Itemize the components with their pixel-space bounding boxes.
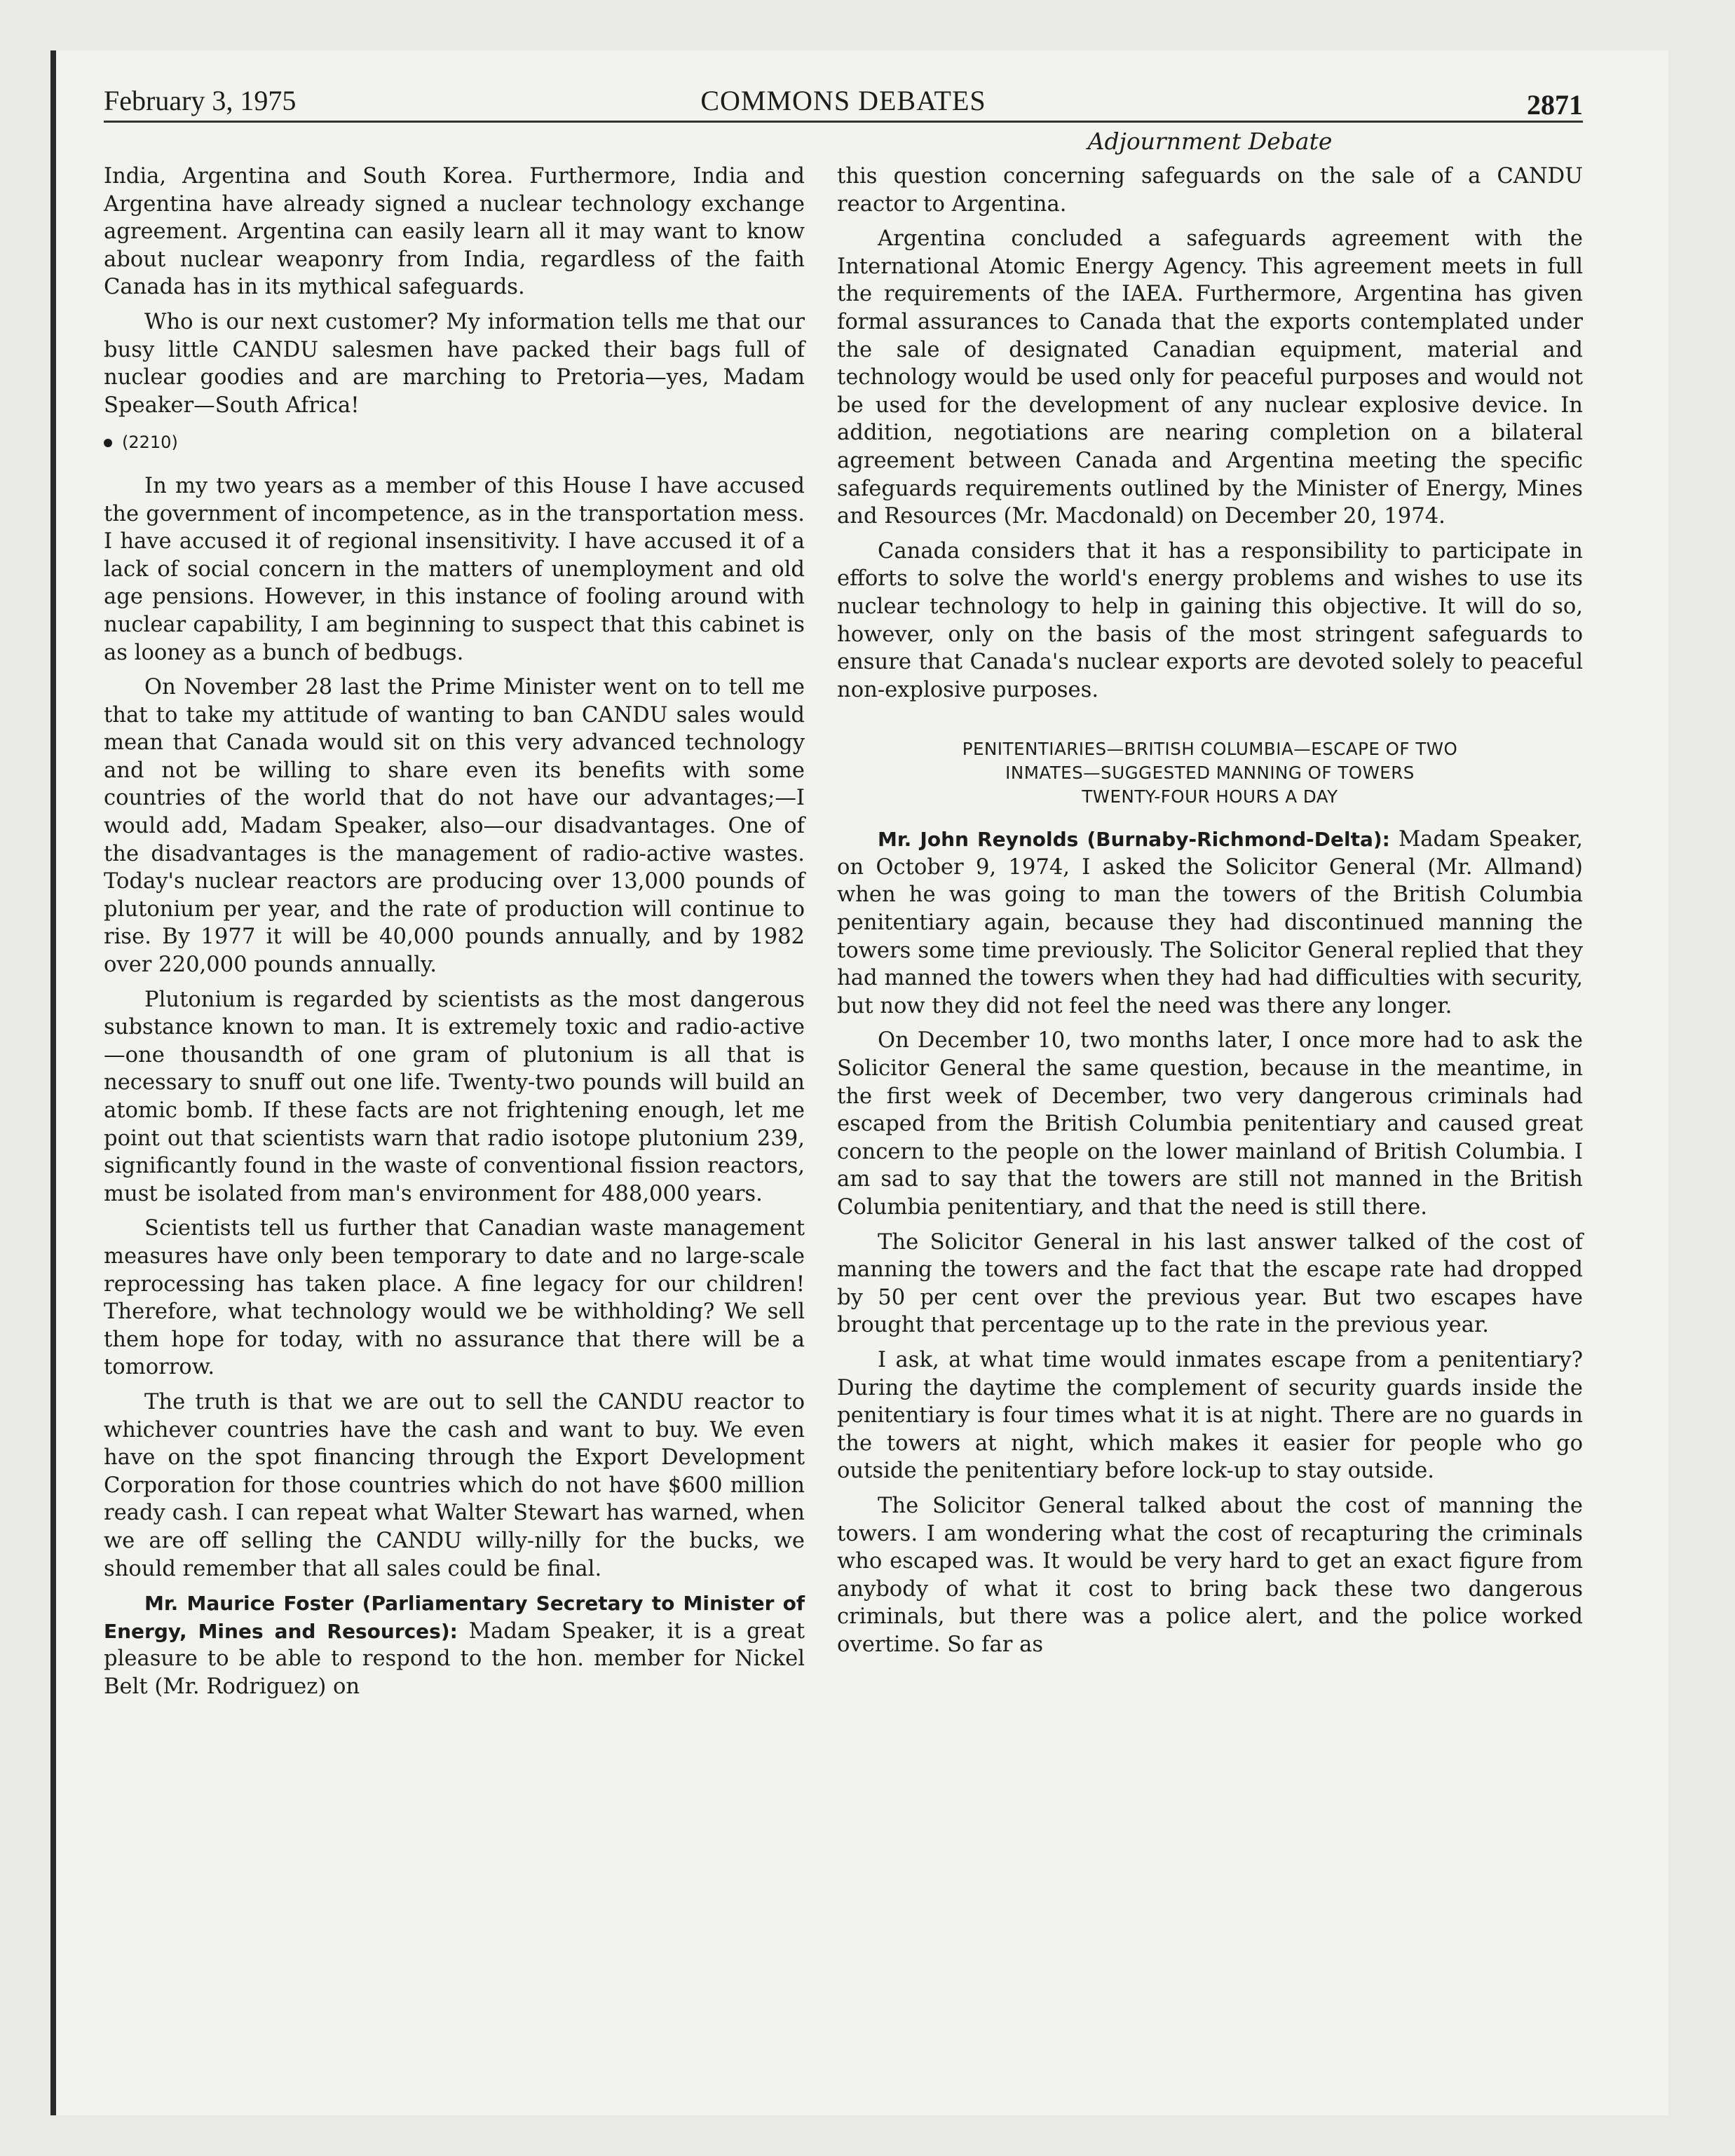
paragraph: Canada considers that it has a responsibility to participate in efforts to solve the world's energy problems and wishes to use its nuclear technology to help in gaining this objective. It will do so, however, only on the basis of the most stringent safeguards to ensure that Canada's nuclear exports are devoted solely to peaceful non-explosive purposes. (837, 538, 1583, 702)
heading-line: INMATES—SUGGESTED MANNING OF TOWERS (1005, 763, 1415, 784)
speaker-name: Mr. John Reynolds (Burnaby-Richmond-Delta): (878, 828, 1390, 852)
paragraph: In my two years as a member of this House I have accused the government of incompetence, as in the transportation mess. I have accused it of regional insensitivity. I have accused it of a lack of social concern in the matters of unemployment and old age pensions. However, in this instance of fooling around with nuclear capability, I am beginning to suspect that this cabinet is as looney as a bunch of bedbugs. (104, 473, 805, 665)
paragraph: The Solicitor General in his last answer talked of the cost of manning the towers and the fact that the escape rate had dropped by 50 per cent over the previous year. But two escapes have brought that percentage up to the rate in the previous year. (837, 1229, 1583, 1338)
paragraph: India, Argentina and South Korea. Furthermore, India and Argentina have already signed a nuclear technology exchange agreement. Argentina can easily learn all it may want to know about nuclear weaponry from India, regardless of the faith Canada has in its mythical safeguards. (104, 164, 805, 300)
right-column (837, 163, 1583, 1666)
paragraph: The truth is that we are out to sell the CANDU reactor to whichever countries have the cash and want to buy. We even have on the spot financing through the Export Development Corporation for those countries which do not have $600 million ready cash. I can repeat what Walter Stewart has warned, when we are off selling the CANDU willy-nilly for the bucks, we should remember that all sales could be final. (104, 1389, 805, 1581)
speech-text: Madam Speaker, it is a great pleasure to be able to respond to the hon. member for Nickel Belt (Mr. Rodriguez) on (104, 1618, 805, 1699)
paragraph: On November 28 last the Prime Minister went on to tell me that to take my attitude of wanting to ban CANDU sales would mean that Canada would sit on this very advanced technology and not be willing to share even its benefits with some countries of the world that do not have our advantages;—I would add, Madam Speaker, also—our disadvantages. One of the disadvantages is the management of radio-active wastes. Today's nuclear reactors are producing over 13,000 pounds of plutonium per year, and the rate of production will continue to rise. By 1977 it will be 40,000 pounds annually, and by 1982 over 220,000 pounds annually. (104, 675, 805, 978)
timecode-label: (2210) (122, 432, 178, 453)
page-number: 2871 (1527, 89, 1583, 121)
paragraph: Scientists tell us further that Canadian waste management measures have only been temporary to date and no large-scale reprocessing has taken place. A fine legacy for our children! Therefore, what technology would we be withholding? We sell them hope for today, with no assurance that there will be a tomorrow. (104, 1216, 805, 1380)
scan-edge (50, 50, 56, 2115)
paragraph: Plutonium is regarded by scientists as the most dangerous substance known to man. It is extremely toxic and radio-active—one thousandth of one gram of plutonium is all that is necessary to snuff out one life. Twenty-two pounds will build an atomic bomb. If these facts are not frightening enough, let me point out that scientists warn that radio isotope plutonium 239, significantly found in the waste of conventional fission reactors, must be isolated from man's environment for 488,000 years. (104, 987, 805, 1206)
timecode (104, 429, 805, 457)
speech-text: Madam Speaker, on October 9, 1974, I asked the Solicitor General (Mr. Allmand) when he was going to man the towers of the British Columbia penitentiary again, because they had discontinued manning the towers some time previously. The Solicitor General replied that they had manned the towers when they had had difficulties with security, but now they did not feel the need was there any longer. (837, 827, 1583, 1018)
paragraph: On December 10, two months later, I once more had to ask the Solicitor General the same question, because in the meantime, in the first week of December, two very dangerous criminals had escaped from the British Columbia penitentiary and caused great concern to the people on the lower mainland of British Columbia. I am sad to say that the towers are still not manned in the British Columbia penitentiary, and that the need is still there. (837, 1028, 1583, 1220)
speaker-name: Mr. Maurice Foster (Parliamentary Secretary to Minister of Energy, Mines and Resources): (104, 1592, 805, 1643)
paragraph (104, 1590, 805, 1700)
paragraph: Who is our next customer? My information tells me that our busy little CANDU salesmen have packed their bags full of nuclear goodies and are marching to Pretoria—yes, Madam Speaker—South Africa! (104, 309, 805, 418)
left-column (104, 163, 805, 1707)
paragraph: Argentina concluded a safeguards agreement with the International Atomic Energy Agency. This agreement meets in full the requirements of the IAEA. Furthermore, Argentina has given formal assurances to Canada that the exports contemplated under the sale of designated Canadian equipment, material and technology would be used only for peaceful purposes and would not be used for the development of any nuclear explosive device. In addition, negotiations are nearing completion on a bilateral agreement between Canada and Argentina meeting the specific safeguards requirements outlined by the Minister of Energy, Mines and Resources (Mr. Macdonald) on December 20, 1974. (837, 226, 1583, 529)
heading-line: TWENTY-FOUR HOURS A DAY (1082, 786, 1338, 807)
section-title: Adjournment Debate (1087, 128, 1333, 155)
paragraph: this question concerning safeguards on the sale of a CANDU reactor to Argentina. (837, 164, 1583, 217)
bullet-icon (104, 439, 112, 447)
header-title: COMMONS DEBATES (700, 85, 986, 116)
page-header (104, 79, 1583, 123)
paragraph: The Solicitor General talked about the cost of manning the towers. I am wondering what the cost of recapturing the criminals who escaped was. It would be very hard to get an exact figure from anybody of what it cost to bring back these two dangerous criminals, but there was a police alert, and the police worked overtime. So far as (837, 1493, 1583, 1657)
paragraph: I ask, at what time would inmates escape from a penitentiary? During the daytime the complement of security guards inside the penitentiary is four times what it is at night. There are no guards in the towers at night, which makes it easier for people who go outside the penitentiary before lock-up to stay outside. (837, 1347, 1583, 1484)
paragraph (837, 826, 1583, 1020)
header-date: February 3, 1975 (104, 85, 297, 116)
subject-heading (837, 737, 1583, 809)
heading-line: PENITENTIARIES—BRITISH COLUMBIA—ESCAPE OF TWO (962, 739, 1458, 760)
